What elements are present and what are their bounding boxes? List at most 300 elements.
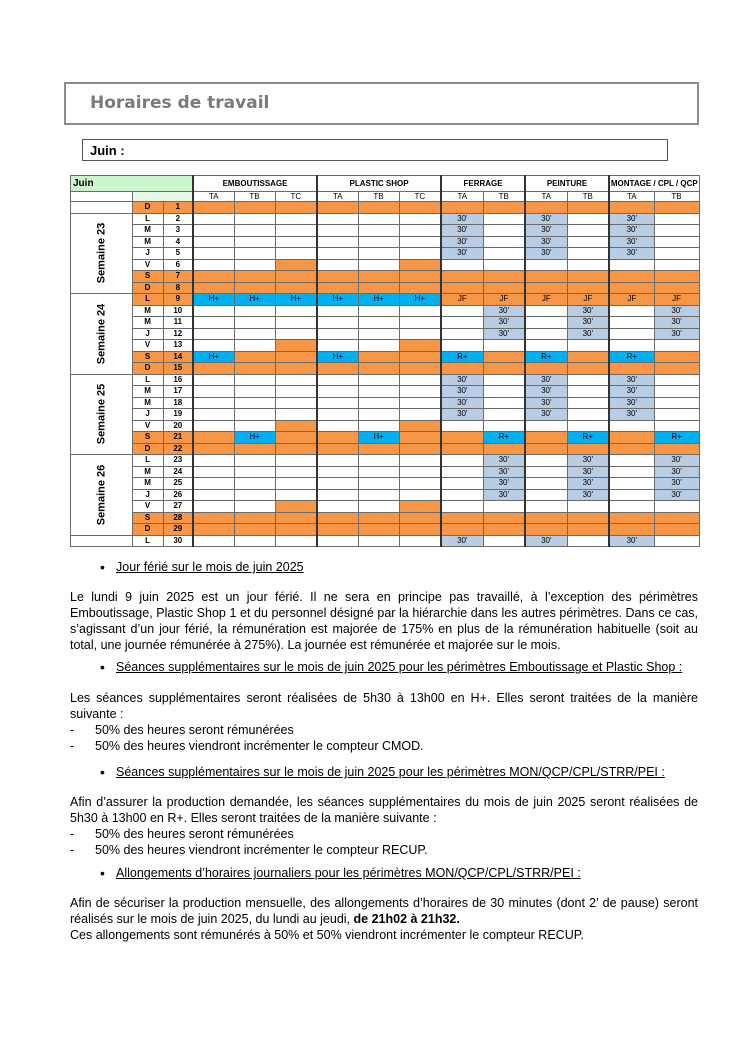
schedule-cell	[654, 374, 699, 386]
table-row	[71, 225, 700, 237]
schedule-cell	[654, 420, 699, 432]
schedule-cell	[609, 420, 654, 432]
schedule-cell	[399, 374, 441, 386]
schedule-cell	[193, 340, 234, 352]
schedule-cell	[358, 236, 399, 248]
off-cell	[358, 202, 399, 214]
off-cell	[193, 524, 234, 536]
schedule-cell	[567, 501, 609, 513]
schedule-cell	[358, 340, 399, 352]
day-letter: J	[132, 328, 163, 340]
schedule-cell	[234, 248, 275, 260]
schedule-cell	[654, 236, 699, 248]
schedule-cell	[193, 489, 234, 501]
title-box	[64, 82, 699, 125]
schedule-cell	[193, 248, 234, 260]
extension-cell: 30'	[609, 248, 654, 260]
list-item-text: 50% des heures viendront incrémenter le compteur RECUP.	[95, 843, 428, 857]
schedule-cell	[441, 466, 483, 478]
table-row	[71, 535, 700, 547]
schedule-cell	[317, 225, 358, 237]
dash-icon: -	[70, 739, 75, 753]
schedule-cell	[483, 535, 525, 547]
table-row	[71, 282, 700, 294]
department-header: FERRAGE	[441, 176, 525, 192]
day-number: 6	[163, 259, 193, 271]
paragraph-text: Afin de sécuriser la production mensuelle, des allongements d’horaires de 30 minutes (dont 2’ de pause) seront réalisés sur le mois de juin 2025, du lundi au jeudi,	[70, 896, 698, 926]
off-cell	[399, 443, 441, 455]
schedule-cell	[567, 397, 609, 409]
off-cell	[525, 524, 567, 536]
extension-cell: 30'	[609, 386, 654, 398]
day-letter: M	[132, 386, 163, 398]
extension-cell: 30'	[441, 225, 483, 237]
schedule-cell	[358, 397, 399, 409]
paragraph: Afin d’assurer la production demandée, les séances supplémentaires du mois de juin 2025 seront réalisées de 5h30 à 13h00 en R+. Elles seront traitées de la manière suivante :	[70, 795, 698, 825]
week-label	[71, 294, 133, 375]
schedule-cell	[234, 489, 275, 501]
heading-text: Séances supplémentaires sur le mois de juin 2025 pour les périmètres Emboutissage et Plastic Shop :	[116, 660, 683, 674]
off-cell	[275, 420, 317, 432]
off-cell	[193, 432, 234, 444]
schedule-cell	[317, 455, 358, 467]
schedule-cell	[654, 248, 699, 260]
schedule-cell	[567, 409, 609, 421]
extension-cell: 30'	[483, 328, 525, 340]
schedule-cell	[275, 535, 317, 547]
day-letter: M	[132, 305, 163, 317]
day-number: 7	[163, 271, 193, 283]
week-label	[71, 213, 133, 294]
schedule-cell	[525, 489, 567, 501]
off-cell	[567, 202, 609, 214]
off-cell	[654, 443, 699, 455]
extension-cell: 30'	[609, 409, 654, 421]
schedule-cell	[317, 501, 358, 513]
off-cell: JF	[609, 294, 654, 306]
off-cell	[567, 282, 609, 294]
off-cell	[483, 202, 525, 214]
schedule-cell	[654, 386, 699, 398]
extension-cell: 30'	[654, 328, 699, 340]
schedule-cell	[234, 340, 275, 352]
week-label	[71, 374, 133, 455]
schedule-cell	[317, 259, 358, 271]
off-cell	[525, 432, 567, 444]
off-cell	[567, 363, 609, 375]
schedule-cell	[441, 489, 483, 501]
schedule-cell	[441, 305, 483, 317]
day-letter: L	[132, 374, 163, 386]
shift-header: TA	[441, 192, 483, 202]
schedule-cell	[654, 535, 699, 547]
corner-blank	[71, 192, 133, 202]
off-cell	[399, 351, 441, 363]
schedule-cell	[483, 248, 525, 260]
schedule-cell	[275, 305, 317, 317]
schedule-cell	[399, 478, 441, 490]
month-label: Juin :	[90, 143, 125, 158]
day-letter: M	[132, 236, 163, 248]
extension-cell: 30'	[609, 213, 654, 225]
schedule-cell	[193, 397, 234, 409]
bullet-icon: •	[100, 659, 105, 675]
schedule-cell	[358, 466, 399, 478]
off-cell	[234, 282, 275, 294]
schedule-cell	[399, 248, 441, 260]
schedule-cell	[193, 225, 234, 237]
extension-cell: 30'	[525, 397, 567, 409]
schedule-cell	[358, 501, 399, 513]
table-row	[71, 420, 700, 432]
schedule-cell	[317, 213, 358, 225]
extension-cell: 30'	[441, 374, 483, 386]
off-cell	[275, 340, 317, 352]
off-cell	[441, 443, 483, 455]
schedule-cell	[399, 236, 441, 248]
off-cell	[525, 512, 567, 524]
off-cell	[193, 202, 234, 214]
day-number: 2	[163, 213, 193, 225]
off-cell	[193, 282, 234, 294]
schedule-cell	[441, 455, 483, 467]
schedule-cell	[399, 213, 441, 225]
day-letter: S	[132, 432, 163, 444]
extension-cell: 30'	[483, 466, 525, 478]
dash-icon: -	[70, 723, 75, 737]
off-cell	[654, 351, 699, 363]
off-cell: JF	[441, 294, 483, 306]
day-number: 4	[163, 236, 193, 248]
day-letter: L	[132, 213, 163, 225]
extension-cell: 30'	[567, 328, 609, 340]
day-number: 18	[163, 397, 193, 409]
list-item	[70, 722, 698, 738]
day-number: 17	[163, 386, 193, 398]
extension-cell: 30'	[525, 225, 567, 237]
schedule-cell	[609, 466, 654, 478]
off-cell	[234, 524, 275, 536]
day-letter: L	[132, 535, 163, 547]
schedule-cell	[483, 213, 525, 225]
schedule-cell	[441, 259, 483, 271]
schedule-cell	[483, 225, 525, 237]
schedule-cell	[567, 225, 609, 237]
schedule-cell	[399, 328, 441, 340]
extra-session-cell: R+	[654, 432, 699, 444]
off-cell	[609, 512, 654, 524]
schedule-cell	[193, 535, 234, 547]
table-row	[71, 432, 700, 444]
off-cell	[317, 202, 358, 214]
schedule-cell	[358, 213, 399, 225]
shift-header: TC	[399, 192, 441, 202]
table-row	[71, 455, 700, 467]
table-row	[71, 524, 700, 536]
day-letter: V	[132, 259, 163, 271]
list-item-text: 50% des heures seront rémunérées	[95, 723, 294, 737]
day-number: 20	[163, 420, 193, 432]
schedule-cell	[654, 397, 699, 409]
off-cell	[358, 363, 399, 375]
schedule-cell	[483, 501, 525, 513]
extension-cell: 30'	[567, 305, 609, 317]
table-row	[71, 489, 700, 501]
off-cell	[317, 271, 358, 283]
paragraph: Le lundi 9 juin 2025 est un jour férié. Il ne sera en principe pas travaillé, à l’exception des périmètres Emboutissage, Plastic Shop 1 et du personnel désigné par la hiérarchie dans les autres périmètres. Dans ce cas, s’agissant d’un jour férié, la rémunération est majorée de 175% en plus de la rémunération habituelle (soit au total, une journée rémunérée à 275%). La journée est rémunérée et majorée sur le mois.	[70, 590, 698, 652]
table-row	[71, 202, 700, 214]
schedule-cell	[483, 259, 525, 271]
table-row	[71, 363, 700, 375]
schedule-cell	[358, 225, 399, 237]
off-cell	[654, 524, 699, 536]
day-number: 25	[163, 478, 193, 490]
off-cell	[525, 443, 567, 455]
extra-session-cell: R+	[441, 351, 483, 363]
schedule-cell	[317, 374, 358, 386]
off-cell	[609, 443, 654, 455]
day-number: 29	[163, 524, 193, 536]
extension-cell: 30'	[441, 397, 483, 409]
off-cell	[525, 282, 567, 294]
week-label-text: Semaine 24	[95, 303, 108, 365]
day-number: 3	[163, 225, 193, 237]
extension-cell: 30'	[609, 397, 654, 409]
day-letter: V	[132, 501, 163, 513]
heading-text: Jour férié sur le mois de juin 2025	[116, 560, 304, 574]
schedule-cell	[654, 340, 699, 352]
off-cell	[441, 282, 483, 294]
extension-cell: 30'	[483, 317, 525, 329]
table-row	[71, 466, 700, 478]
table-row	[71, 294, 700, 306]
schedule-cell	[275, 213, 317, 225]
schedule-cell	[399, 489, 441, 501]
heading-text: Séances supplémentaires sur le mois de juin 2025 pour les périmètres MON/QCP/CPL/STRR/PEI :	[116, 765, 665, 779]
off-cell	[483, 271, 525, 283]
schedule-cell	[193, 374, 234, 386]
extra-session-cell: H+	[358, 432, 399, 444]
schedule-cell	[525, 420, 567, 432]
extension-cell: 30'	[441, 213, 483, 225]
schedule-cell	[275, 466, 317, 478]
extension-cell: 30'	[441, 248, 483, 260]
schedule-cell	[317, 478, 358, 490]
extension-cell: 30'	[525, 535, 567, 547]
extra-session-cell: H+	[234, 294, 275, 306]
day-letter: M	[132, 397, 163, 409]
corner-label: Juin	[71, 176, 194, 192]
extra-session-cell: H+	[317, 294, 358, 306]
schedule-cell	[358, 259, 399, 271]
shift-header: TA	[609, 192, 654, 202]
week-label-text: Semaine 26	[95, 464, 108, 526]
list-item	[70, 738, 698, 754]
off-cell	[399, 282, 441, 294]
schedule-cell	[317, 397, 358, 409]
table-row	[71, 397, 700, 409]
schedule-cell	[483, 397, 525, 409]
table-row	[71, 248, 700, 260]
schedule-cell	[275, 248, 317, 260]
schedule-cell	[525, 501, 567, 513]
dash-icon: -	[70, 843, 75, 857]
schedule-cell	[567, 213, 609, 225]
list-item	[70, 842, 698, 858]
day-letter: D	[132, 524, 163, 536]
day-number: 10	[163, 305, 193, 317]
day-letter: S	[132, 271, 163, 283]
off-cell	[483, 282, 525, 294]
day-number: 9	[163, 294, 193, 306]
off-cell	[317, 432, 358, 444]
schedule-cell	[234, 305, 275, 317]
off-cell	[275, 432, 317, 444]
schedule-cell	[441, 478, 483, 490]
schedule-cell	[234, 501, 275, 513]
department-header: PLASTIC SHOP	[317, 176, 441, 192]
extension-cell: 30'	[525, 374, 567, 386]
day-letter: J	[132, 248, 163, 260]
off-cell	[525, 271, 567, 283]
schedule-cell	[483, 340, 525, 352]
extension-cell: 30'	[609, 535, 654, 547]
off-cell	[567, 271, 609, 283]
schedule-cell	[525, 340, 567, 352]
schedule-cell	[441, 328, 483, 340]
extension-cell: 30'	[483, 455, 525, 467]
week-label-text: Semaine 25	[95, 383, 108, 445]
off-cell	[275, 524, 317, 536]
off-cell	[525, 363, 567, 375]
off-cell	[399, 420, 441, 432]
schedule-cell	[441, 317, 483, 329]
paragraph	[70, 895, 698, 927]
extra-session-cell: H+	[193, 294, 234, 306]
schedule-cell	[275, 328, 317, 340]
schedule-cell	[234, 386, 275, 398]
off-cell	[399, 363, 441, 375]
schedule-cell	[234, 259, 275, 271]
off-cell	[441, 524, 483, 536]
schedule-cell	[399, 386, 441, 398]
schedule-cell	[525, 259, 567, 271]
extension-cell: 30'	[441, 236, 483, 248]
off-cell	[654, 202, 699, 214]
shift-header: TA	[193, 192, 234, 202]
day-number: 28	[163, 512, 193, 524]
schedule-cell	[609, 340, 654, 352]
schedule-cell	[234, 420, 275, 432]
schedule-cell	[483, 386, 525, 398]
shift-header: TA	[525, 192, 567, 202]
off-cell	[399, 501, 441, 513]
schedule-cell	[525, 455, 567, 467]
day-number: 27	[163, 501, 193, 513]
schedule-cell	[275, 236, 317, 248]
shift-header: TB	[483, 192, 525, 202]
extra-session-cell: H+	[399, 294, 441, 306]
off-cell	[483, 524, 525, 536]
off-cell	[567, 443, 609, 455]
table-row	[71, 328, 700, 340]
shift-header: TC	[275, 192, 317, 202]
day-letter: D	[132, 363, 163, 375]
off-cell	[483, 363, 525, 375]
schedule-cell	[567, 420, 609, 432]
schedule-cell	[525, 305, 567, 317]
schedule-table	[70, 175, 700, 547]
schedule-cell	[317, 328, 358, 340]
extension-cell: 30'	[567, 455, 609, 467]
off-cell	[358, 443, 399, 455]
day-letter: D	[132, 282, 163, 294]
schedule-cell	[399, 225, 441, 237]
off-cell	[193, 271, 234, 283]
extra-session-cell: H+	[234, 432, 275, 444]
week-label	[71, 455, 133, 536]
off-cell	[275, 351, 317, 363]
schedule-cell	[317, 317, 358, 329]
schedule-cell	[654, 225, 699, 237]
schedule-cell	[193, 328, 234, 340]
week-blank	[71, 535, 133, 547]
off-cell	[234, 351, 275, 363]
extension-cell: 30'	[654, 455, 699, 467]
bullet-icon: •	[100, 764, 105, 780]
off-cell	[483, 443, 525, 455]
week-label-text: Semaine 23	[95, 222, 108, 284]
schedule-cell	[358, 386, 399, 398]
extension-cell: 30'	[654, 489, 699, 501]
off-cell	[399, 259, 441, 271]
schedule-cell	[275, 409, 317, 421]
schedule-cell	[234, 478, 275, 490]
extension-cell: 30'	[609, 374, 654, 386]
schedule-cell	[358, 409, 399, 421]
schedule-cell	[317, 466, 358, 478]
off-cell	[358, 524, 399, 536]
off-cell	[609, 282, 654, 294]
off-cell: JF	[525, 294, 567, 306]
schedule-cell	[234, 535, 275, 547]
day-letter: S	[132, 512, 163, 524]
schedule-cell	[317, 305, 358, 317]
schedule-cell	[275, 386, 317, 398]
schedule-cell	[234, 213, 275, 225]
off-cell	[441, 271, 483, 283]
extra-session-cell: H+	[358, 294, 399, 306]
extension-cell: 30'	[483, 478, 525, 490]
extension-cell: 30'	[441, 386, 483, 398]
schedule-cell	[275, 317, 317, 329]
off-cell	[525, 202, 567, 214]
schedule-cell	[358, 420, 399, 432]
schedule-cell	[193, 386, 234, 398]
extra-session-cell: R+	[567, 432, 609, 444]
day-letter: D	[132, 443, 163, 455]
extra-session-cell: R+	[483, 432, 525, 444]
off-cell	[441, 202, 483, 214]
schedule-cell	[234, 455, 275, 467]
schedule-cell	[317, 386, 358, 398]
off-cell	[567, 512, 609, 524]
schedule-cell	[441, 340, 483, 352]
schedule-cell	[483, 420, 525, 432]
off-cell: JF	[654, 294, 699, 306]
department-header: PEINTURE	[525, 176, 609, 192]
section-seances-emb-body	[70, 690, 698, 754]
